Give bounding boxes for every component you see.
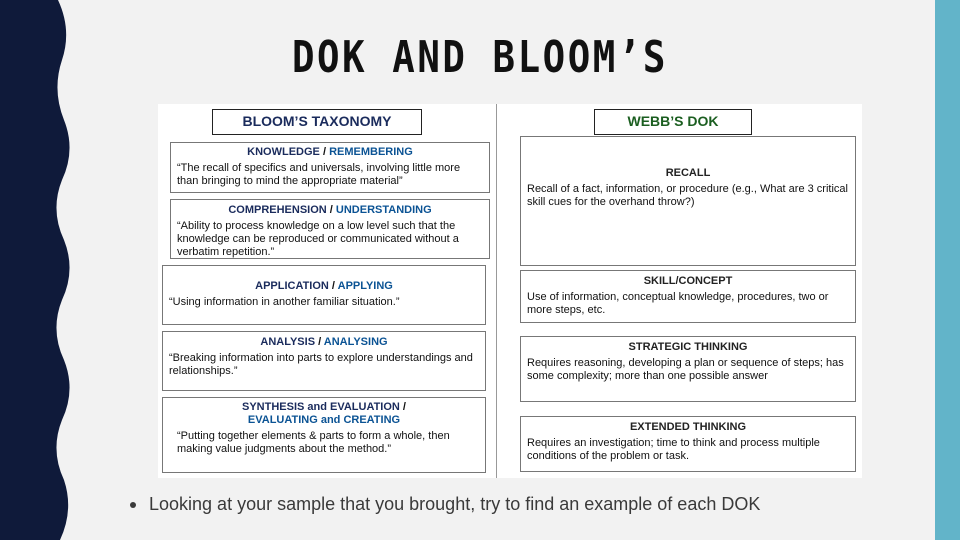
bloom-level-comprehension [170,199,490,259]
dok-level-extended-thinking [520,416,856,472]
bullet-dot-icon [130,502,136,508]
dok-level-desc: Requires an investigation; time to think and process multiple conditions of the problem or task. [527,437,820,462]
dok-level-recall [520,136,856,266]
dok-level-strategic-thinking [520,336,856,402]
dok-level-title: STRATEGIC THINKING [628,341,748,353]
left-wavy-band [0,0,72,540]
bloom-header: BLOOM’S TAXONOMY [212,109,422,135]
bloom-level-title: COMPREHENSION / UNDERSTANDING [228,204,432,216]
bloom-level-application [162,265,486,325]
bullet-point [130,494,760,515]
bloom-level-synthesis [162,397,486,473]
bloom-level-title: SYNTHESIS and EVALUATION / EVALUATING and CREATING [241,401,406,426]
bloom-level-title: ANALYSIS / ANALYSING [260,336,388,348]
bullet-text: Looking at your sample that you brought, try to find an example of each DOK [149,494,761,514]
dok-level-title: RECALL [665,167,711,179]
column-divider [496,104,497,478]
dok-level-desc: Recall of a fact, information, or procedure (e.g., What are 3 critical skill cues for the overhand throw?) [527,183,848,208]
webb-header: WEBB’S DOK [594,109,752,135]
bloom-level-title: KNOWLEDGE / REMEMBERING [247,146,413,158]
bloom-level-desc: “Using information in another familiar situation.” [169,296,400,308]
slide-title: DOK AND BLOOM’S [291,32,668,83]
dok-level-desc: Requires reasoning, developing a plan or sequence of steps; has some complexity; more than one possible answer [527,357,844,382]
bloom-level-title: APPLICATION / APPLYING [255,280,393,292]
bloom-level-desc: “Ability to process knowledge on a low level such that the knowledge can be reproduced or communicated without a verbatim repetition.” [177,220,459,258]
bloom-level-desc: “Putting together elements & parts to form a whole, then making value judgments about the method.” [177,430,450,455]
dok-level-skill-concept [520,270,856,323]
bloom-level-desc: “Breaking information into parts to explore understandings and relationships.” [169,352,473,377]
dok-level-desc: Use of information, conceptual knowledge, procedures, two or more steps, etc. [527,291,829,316]
dok-level-title: SKILL/CONCEPT [643,275,733,287]
bloom-level-knowledge [170,142,490,193]
bloom-level-analysis [162,331,486,391]
bloom-level-desc: “The recall of specifics and universals, involving little more than bringing to mind the appropriate material” [177,162,461,187]
dok-level-title: EXTENDED THINKING [629,421,747,433]
right-accent-band [935,0,960,540]
bloom-dok-comparison-figure [158,104,862,478]
